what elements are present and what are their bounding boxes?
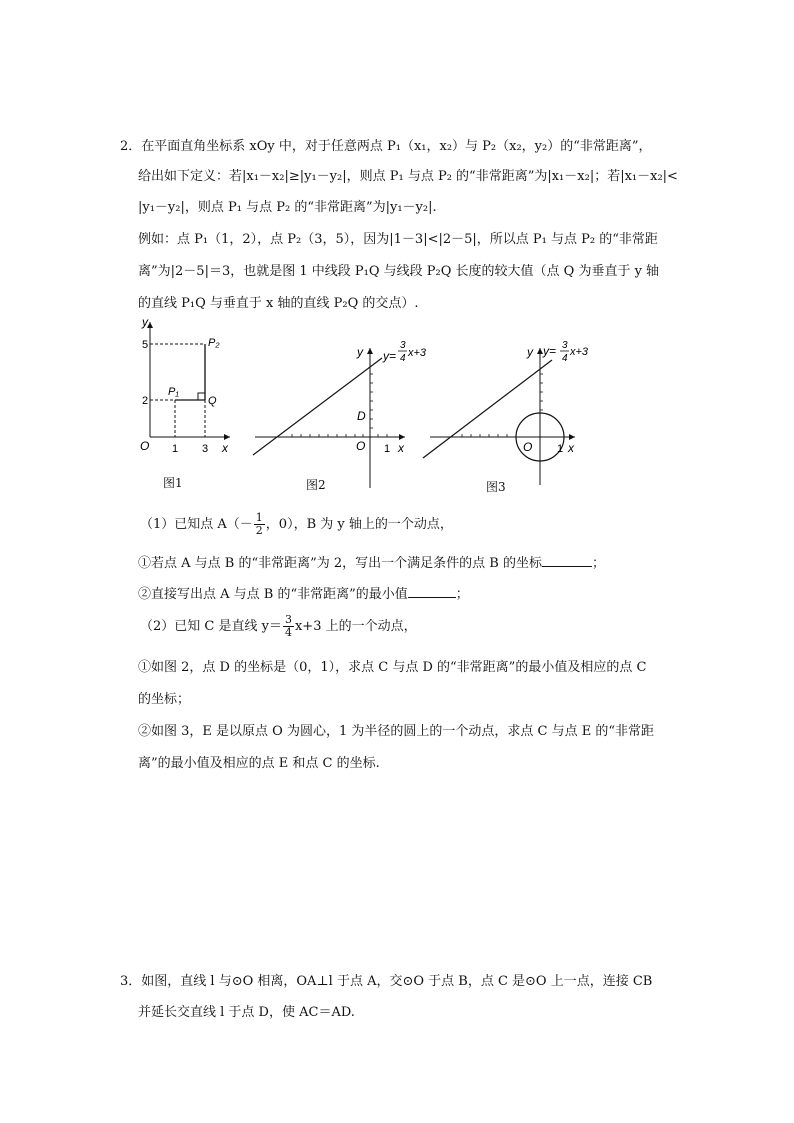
fig1-x-arrow (224, 434, 230, 440)
fig1-x-label: x (222, 441, 228, 455)
q3-line-2: 并延长交直线 l 于点 D，使 AC＝AD. (138, 1005, 355, 1020)
fig3-eq-suffix: x+3 (570, 346, 589, 358)
fig1-tick-x1: 1 (172, 443, 179, 455)
fig3-eq-prefix: y= (543, 344, 557, 358)
part2-intro-a: （2）已知 C 是直线 y＝ (140, 619, 282, 634)
fig1-label-q: Q (208, 395, 217, 407)
part1-item-2 (138, 583, 469, 602)
part2-intro-b: x+3 上的一个动点， (294, 619, 417, 634)
fig3-line-y (423, 360, 552, 458)
part2-frac-den: 4 (284, 626, 292, 639)
answer-blank-2[interactable] (408, 585, 456, 598)
fig3-x-arrow (569, 434, 575, 440)
part1-item-1 (138, 552, 605, 571)
fig2-x-arrow (399, 434, 405, 440)
figure-2-caption: 图2 (306, 478, 326, 492)
q2-line-4: 例如：点 P₁（1，2），点 P₂（3，5），因为|1－3|<|2－5|，所以点 P₁ 与点 P₂ 的“非常距 (138, 232, 658, 247)
fig3-eq-den: 4 (562, 353, 568, 364)
q2-line-5: 离”为|2－5|＝3，也就是图 1 中线段 P₁Q 与线段 P₂Q 长度的较大值（点 Q 为垂直于 y 轴 (138, 264, 660, 279)
fig1-origin-label: O (140, 439, 150, 453)
fig1-tick-y2: 2 (142, 395, 149, 407)
fig2-point-d: D (357, 409, 366, 423)
q2-line-6: 的直线 P₁Q 与垂直于 x 轴的直线 P₂Q 的交点）. (138, 296, 419, 311)
fig2-x-label: x (398, 441, 404, 455)
fig3-eq-num: 3 (562, 340, 568, 351)
fig3-tick-1: 1 (557, 443, 564, 455)
part2-item-1-line-1: ①如图 2，点 D 的坐标是（0，1），求点 C 与点 D 的“非常距离”的最小值及相应的点 C (138, 660, 647, 675)
q2-line-3: |y₁－y₂|，则点 P₁ 与点 P₂ 的“非常距离”为|y₁－y₂|. (138, 200, 437, 215)
part1-item-1-end: ； (591, 556, 605, 571)
part1-fraction (254, 512, 265, 537)
part1-item-1-text: ①若点 A 与点 B 的“非常距离”为 2，写出一个满足条件的点 B 的坐标 (138, 556, 542, 571)
fig1-label-p2: P₂ (208, 337, 220, 349)
q2-line-2: 给出如下定义：若|x₁－x₂|≥|y₁－y₂|，则点 P₁ 与点 P₂ 的“非常距离”为|x₁－x₂|；若|x₁－x₂|< (138, 169, 678, 184)
figure-1-caption: 图1 (163, 476, 183, 490)
part2-frac-num: 3 (284, 613, 292, 626)
figure-1 (130, 312, 240, 462)
part2-fraction (283, 614, 294, 639)
q3-line-1: 3．如图，直线 l 与⊙O 相离，OA⊥l 于点 A，交⊙O 于点 B，点 C 是⊙O 上一点，连接 CB (120, 974, 653, 989)
fig2-eq-suffix: x+3 (408, 347, 427, 359)
fig1-tick-x3: 3 (202, 443, 209, 455)
fig3-y-label: y (527, 345, 533, 359)
figure-3-caption: 图3 (486, 480, 506, 494)
fig2-eq-num: 3 (400, 340, 406, 351)
part1-intro-a: （1）已知点 A（－ (140, 517, 253, 532)
fig1-label-p1: P₁ (168, 386, 179, 398)
part2-intro (140, 614, 417, 639)
part1-intro-b: ，0），B 为 y 轴上的一个动点， (265, 517, 453, 532)
fig2-tick-1: 1 (384, 443, 391, 455)
fig2-y-label: y (357, 345, 363, 359)
answer-blank-1[interactable] (542, 554, 592, 567)
fig3-origin-label: O (523, 440, 533, 454)
q2-line-1: 2．在平面直角坐标系 xOy 中，对于任意两点 P₁（x₁，x₂）与 P₂（x₂，y₂）的“非常距离”， (120, 139, 652, 154)
figure-3 (425, 340, 625, 490)
fig3-x-label: x (568, 441, 574, 455)
part1-item-2-text: ②直接写出点 A 与点 B 的“非常距离”的最小值 (138, 587, 408, 602)
part2-item-2-line-1: ②如图 3，E 是以原点 O 为圆心，1 为半径的圆上的一个动点，求点 C 与点 E 的“非常距 (138, 724, 654, 739)
fig2-eq-prefix: y= (383, 349, 397, 363)
part2-item-2-line-2: 离”的最小值及相应的点 E 和点 C 的坐标. (138, 756, 380, 771)
fig1-tick-y5: 5 (142, 339, 149, 351)
fig2-eq-den: 4 (400, 353, 406, 364)
fig2-y-arrow (367, 348, 373, 354)
part1-intro (140, 512, 453, 537)
fig1-y-label: y (142, 315, 148, 329)
part1-frac-den: 2 (255, 524, 263, 537)
part2-item-1-line-2: 的坐标； (138, 692, 191, 707)
part1-item-2-end: ； (455, 587, 469, 602)
fig2-origin-label: O (356, 439, 366, 453)
figure-2 (250, 340, 427, 490)
fig1-right-angle (198, 393, 205, 400)
part1-frac-num: 1 (255, 511, 263, 524)
